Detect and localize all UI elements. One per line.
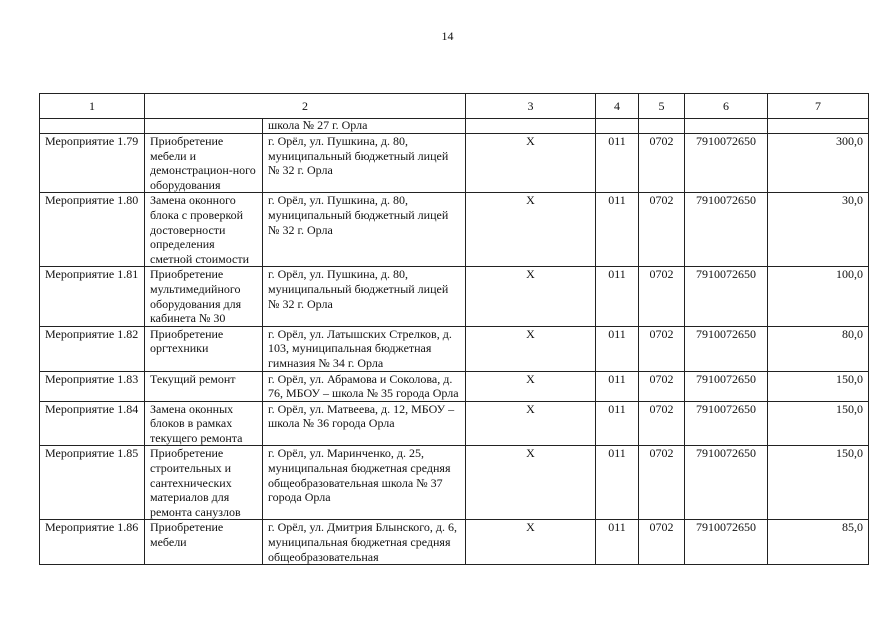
table-row	[40, 326, 869, 371]
row-name-cell: Приобретение мебели и демонстрацион-ного оборудования	[145, 134, 263, 193]
row-col6-cell: 7910072650	[685, 446, 768, 520]
row-col3-cell: Х	[466, 267, 596, 326]
row-amount-cell: 85,0	[768, 520, 869, 565]
row-col6-cell: 7910072650	[685, 267, 768, 326]
header-col-3: 3	[466, 94, 596, 119]
header-col-2: 2	[145, 94, 466, 119]
row-name-cell: Замена оконного блока с проверкой достоверности определения сметной стоимости	[145, 193, 263, 267]
row-amount-cell: 150,0	[768, 371, 869, 401]
row-col3-cell: Х	[466, 326, 596, 371]
table-row	[40, 371, 869, 401]
row-col5-cell: 0702	[639, 193, 685, 267]
row-amount-cell: 100,0	[768, 267, 869, 326]
row-address-cell: г. Орёл, ул. Пушкина, д. 80, муниципальный бюджетный лицей № 32 г. Орла	[263, 134, 466, 193]
row-id-cell: Мероприятие 1.81	[40, 267, 145, 326]
row-address-cell: г. Орёл, ул. Пушкина, д. 80, муниципальный бюджетный лицей № 32 г. Орла	[263, 267, 466, 326]
row-col4-cell: 011	[596, 134, 639, 193]
row-name-cell: Замена оконных блоков в рамках текущего ремонта	[145, 401, 263, 446]
table-row	[40, 267, 869, 326]
header-col-1: 1	[40, 94, 145, 119]
row-col5-cell: 0702	[639, 326, 685, 371]
row-col3-cell: Х	[466, 446, 596, 520]
row-amount-cell: 300,0	[768, 134, 869, 193]
row-name-cell: Текущий ремонт	[145, 371, 263, 401]
table-row	[40, 134, 869, 193]
row-col4-cell: 011	[596, 371, 639, 401]
row-id-cell: Мероприятие 1.82	[40, 326, 145, 371]
row-col3-cell: Х	[466, 520, 596, 565]
row-col5-cell: 0702	[639, 401, 685, 446]
row-address-cell: г. Орёл, ул. Пушкина, д. 80, муниципальный бюджетный лицей № 32 г. Орла	[263, 193, 466, 267]
budget-table	[39, 93, 869, 565]
row-amount-cell: 150,0	[768, 446, 869, 520]
header-col-5: 5	[639, 94, 685, 119]
page-number: 14	[441, 29, 454, 43]
row-col3-cell: Х	[466, 134, 596, 193]
table-row	[40, 520, 869, 565]
row-address-cell: г. Орёл, ул. Дмитрия Блынского, д. 6, муниципальная бюджетная средняя общеобразовательная	[263, 520, 466, 565]
row-amount-cell: 30,0	[768, 193, 869, 267]
row-amount-cell: 150,0	[768, 401, 869, 446]
continuation-row	[40, 119, 869, 134]
row-col3-cell: Х	[466, 193, 596, 267]
row-col6-cell: 7910072650	[685, 401, 768, 446]
row-name-cell: Приобретение мебели	[145, 520, 263, 565]
row-address-cell: г. Орёл, ул. Латышских Стрелков, д. 103, муниципальная бюджетная гимназия № 34 г. Орла	[263, 326, 466, 371]
continuation-text: школа № 27 г. Орла	[263, 119, 466, 134]
header-row	[40, 94, 869, 119]
row-id-cell: Мероприятие 1.83	[40, 371, 145, 401]
row-id-cell: Мероприятие 1.86	[40, 520, 145, 565]
row-amount-cell: 80,0	[768, 326, 869, 371]
row-col3-cell: Х	[466, 371, 596, 401]
row-col5-cell: 0702	[639, 371, 685, 401]
header-col-4: 4	[596, 94, 639, 119]
row-col4-cell: 011	[596, 326, 639, 371]
header-col-7: 7	[768, 94, 869, 119]
row-address-cell: г. Орёл, ул. Абрамова и Соколова, д. 76, МБОУ – школа № 35 города Орла	[263, 371, 466, 401]
header-col-6: 6	[685, 94, 768, 119]
row-col3-cell: Х	[466, 401, 596, 446]
table-row	[40, 193, 869, 267]
row-id-cell: Мероприятие 1.80	[40, 193, 145, 267]
table-row	[40, 446, 869, 520]
row-id-cell: Мероприятие 1.84	[40, 401, 145, 446]
row-address-cell: г. Орёл, ул. Маринченко, д. 25, муниципальная бюджетная средняя общеобразовательная школа № 37 города Орла	[263, 446, 466, 520]
row-address-cell: г. Орёл, ул. Матвеева, д. 12, МБОУ – школа № 36 города Орла	[263, 401, 466, 446]
row-col6-cell: 7910072650	[685, 193, 768, 267]
row-col5-cell: 0702	[639, 134, 685, 193]
row-col4-cell: 011	[596, 446, 639, 520]
row-id-cell: Мероприятие 1.85	[40, 446, 145, 520]
row-col6-cell: 7910072650	[685, 520, 768, 565]
row-col4-cell: 011	[596, 193, 639, 267]
row-id-cell: Мероприятие 1.79	[40, 134, 145, 193]
row-col5-cell: 0702	[639, 520, 685, 565]
row-col6-cell: 7910072650	[685, 326, 768, 371]
row-col6-cell: 7910072650	[685, 371, 768, 401]
row-col6-cell: 7910072650	[685, 134, 768, 193]
row-col5-cell: 0702	[639, 267, 685, 326]
table-row	[40, 401, 869, 446]
row-col4-cell: 011	[596, 267, 639, 326]
row-name-cell: Приобретение оргтехники	[145, 326, 263, 371]
row-col4-cell: 011	[596, 520, 639, 565]
row-name-cell: Приобретение мультимедийного оборудования для кабинета № 30	[145, 267, 263, 326]
row-col4-cell: 011	[596, 401, 639, 446]
row-name-cell: Приобретение строительных и сантехнических материалов для ремонта санузлов	[145, 446, 263, 520]
row-col5-cell: 0702	[639, 446, 685, 520]
